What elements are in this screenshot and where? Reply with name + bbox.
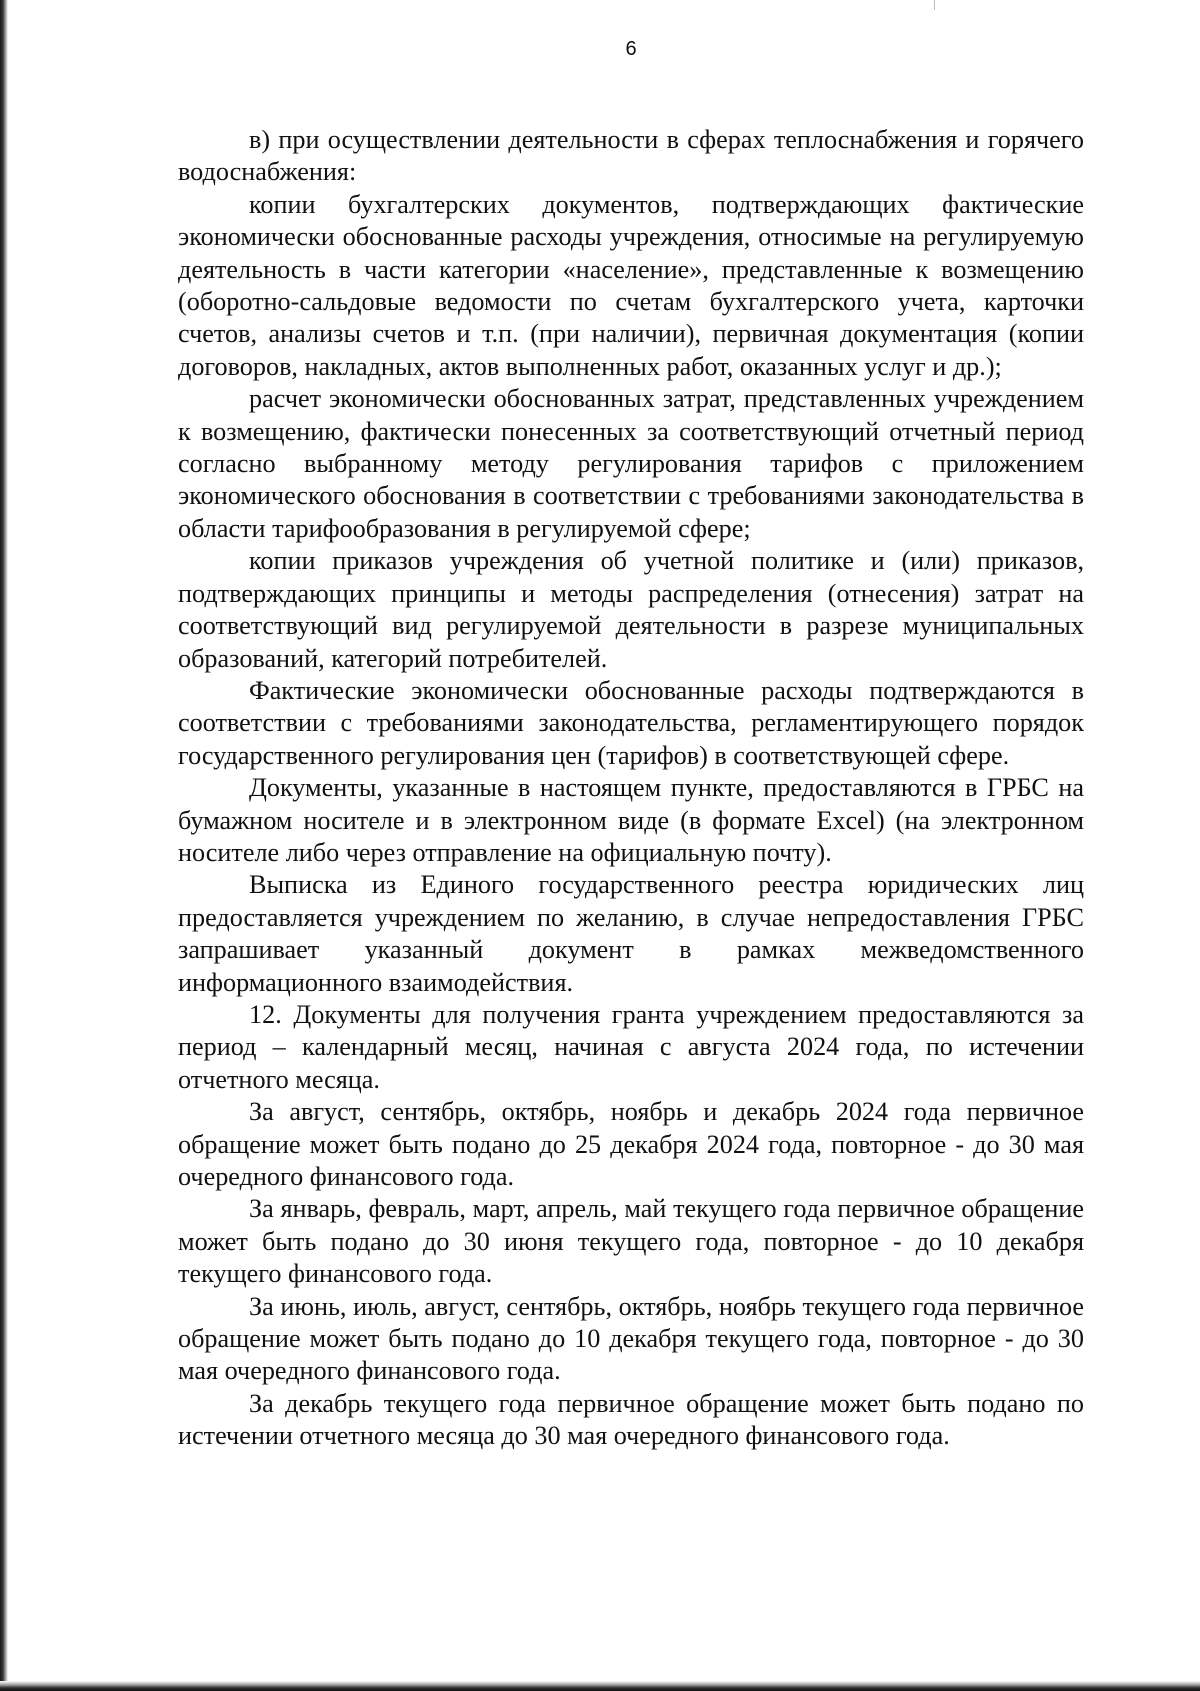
page-number: 6 <box>625 38 637 60</box>
scan-edge-bottom <box>0 1681 1200 1691</box>
paragraph: Выписка из Единого государственного реестра юридических лиц предоставляется учреждением по желанию, в случае непредоставления ГРБС запрашивает указанный документ в рамках межведомственного информационного взаимодействия. <box>178 870 1084 997</box>
paragraph: расчет экономически обоснованных затрат, представленных учреждением к возмещению, фактически понесенных за соответствующий отчетный период согласно выбранному методу регулирования тарифов с приложением экономического обоснования в соответствии с требованиями законодательства в области тарифообразования в регулируемой сфере; <box>178 384 1084 543</box>
paragraph: За август, сентябрь, октябрь, ноябрь и декабрь 2024 года первичное обращение может быть подано до 25 декабря 2024 года, повторное - до 30 мая очередного финансового года. <box>178 1097 1084 1191</box>
paragraph: в) при осуществлении деятельности в сферах теплоснабжения и горячего водоснабжения: <box>178 125 1084 187</box>
paragraph: За июнь, июль, август, сентябрь, октябрь, ноябрь текущего года первичное обращение может быть подано до 10 декабря текущего года, повторное - до 30 мая очередного финансового года. <box>178 1291 1084 1386</box>
paragraph: Фактические экономически обоснованные расходы подтверждаются в соответствии с требованиями законодательства, регламентирующего порядок государственного регулирования цен (тарифов) в соответствующей сфере. <box>178 675 1084 770</box>
scan-mark-top <box>934 0 935 10</box>
document-body <box>178 124 1084 1453</box>
paragraph: Документы, указанные в настоящем пункте, предоставляются в ГРБС на бумажном носителе и в электронном виде (в формате Excel) (на электронном носителе либо через отправление на официальную почту). <box>178 773 1084 867</box>
paragraph: За январь, февраль, март, апрель, май текущего года первичное обращение может быть подано до 30 июня текущего года, повторное - до 10 декабря текущего финансового года. <box>178 1194 1084 1289</box>
paragraph: копии бухгалтерских документов, подтверждающих фактические экономически обоснованные расходы учреждения, относимые на регулируемую деятельность в части категории «население», представленные к возмещению (оборотно-сальдовые ведомости по счетам бухгалтерского учета, карточки счетов, анализы счетов и т.п. (при наличии), первичная документация (копии договоров, накладных, актов выполненных работ, оказанных услуг и др.); <box>178 189 1084 381</box>
scan-edge-left <box>0 0 8 1691</box>
paragraph: копии приказов учреждения об учетной политике и (или) приказов, подтверждающих принципы и методы распределения (отнесения) затрат на соответствующий вид регулируемой деятельности в разрезе муниципальных образований, категорий потребителей. <box>178 546 1084 673</box>
paragraph: За декабрь текущего года первичное обращение может быть подано по истечении отчетного месяца до 30 мая очередного финансового года. <box>178 1388 1084 1451</box>
paragraph: 12. Документы для получения гранта учреждением предоставляются за период – календарный месяц, начиная с августа 2024 года, по истечении отчетного месяца. <box>178 999 1084 1094</box>
